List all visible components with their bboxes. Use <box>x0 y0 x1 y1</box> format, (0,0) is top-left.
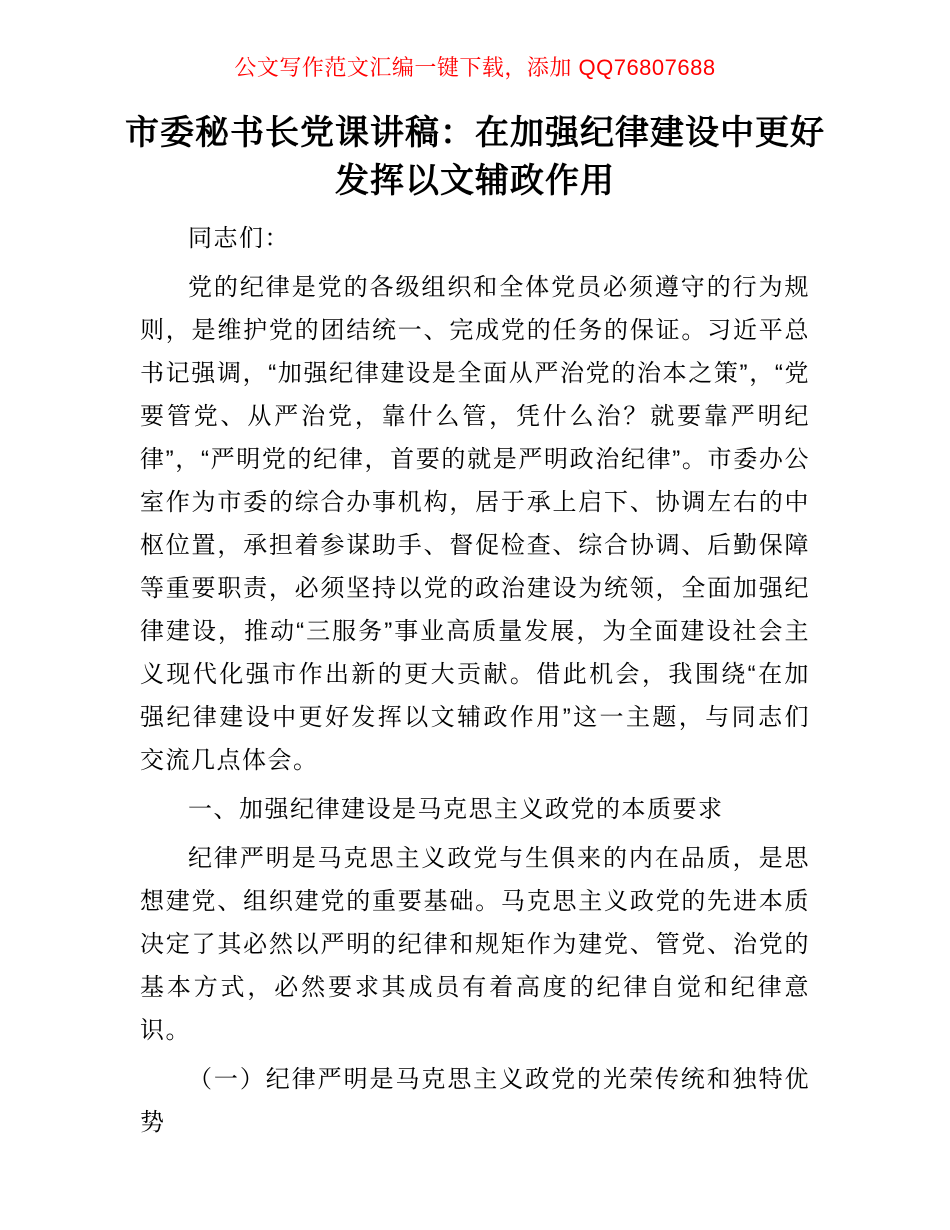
promo-notice: 公文写作范文汇编一键下载，添加 QQ76807688 <box>234 55 716 80</box>
paragraph: （一）纪律严明是马克思主义政党的光荣传统和独特优势 <box>140 1066 810 1136</box>
document-title-line: 市委秘书长党课讲稿：在加强纪律建设中更好 <box>125 114 825 152</box>
paragraph: 纪律严明是马克思主义政党与生俱来的内在品质，是思想建党、组织建党的重要基础。马克思主义政党的先进本质决定了其必然以严明的纪律和规矩作为建党、管党、治党的基本方式，必然要求其成员有着高度的纪律自觉和纪律意识。 <box>140 845 810 1044</box>
paragraph: 一、加强纪律建设是马克思主义政党的本质要求 <box>188 796 724 823</box>
document-body <box>140 217 810 1144</box>
document-title-line: 发挥以文辅政作用 <box>335 162 615 200</box>
paragraph: 党的纪律是党的各级组织和全体党员必须遵守的行为规则，是维护党的团结统一、完成党的任务的保证。习近平总书记强调，“加强纪律建设是全面从严治党的治本之策”，“党要管党、从严治党，靠什么管，凭什么治？就要靠严明纪律”，“严明党的纪律，首要的就是严明政治纪律”。市委办公室作为市委的综合办事机构，居于承上启下、协调左右的中枢位置，承担着参谋助手、督促检查、综合协调、后勤保障等重要职责，必须坚持以党的政治建设为统领，全面加强纪律建设，推动“三服务”事业高质量发展，为全面建设社会主义现代化强市作出新的更大贡献。借此机会，我围绕“在加强纪律建设中更好发挥以文辅政作用”这一主题，与同志们交流几点体会。 <box>140 274 810 774</box>
paragraph: 同志们： <box>188 225 290 252</box>
document-title <box>80 109 870 205</box>
